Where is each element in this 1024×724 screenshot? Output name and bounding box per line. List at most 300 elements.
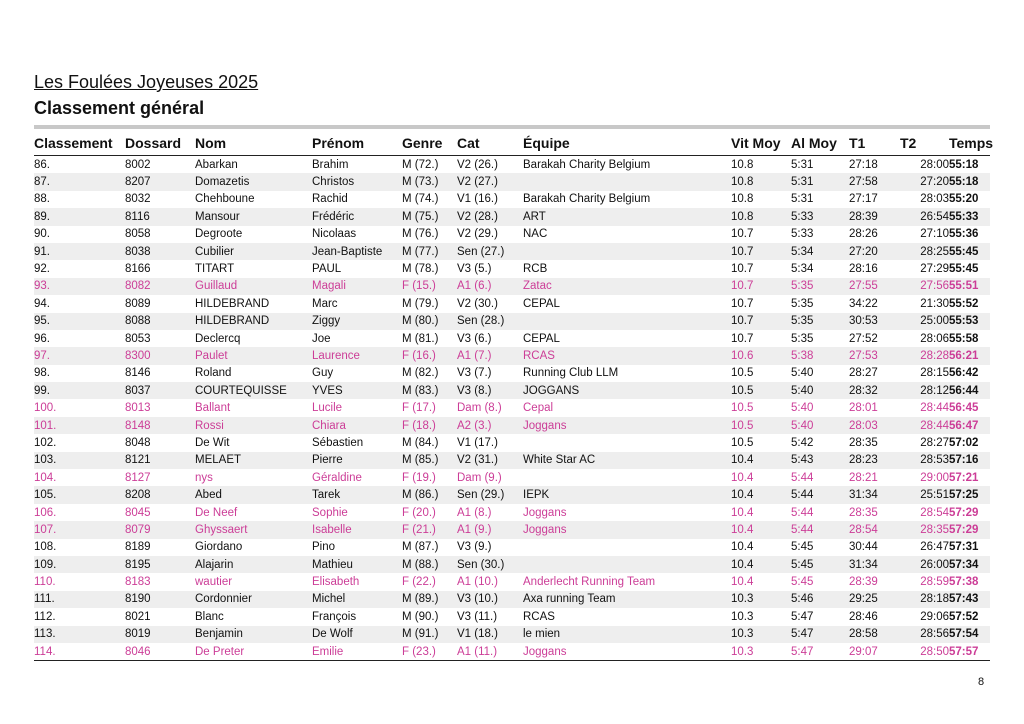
cell-t2: 28:12 [920,384,949,397]
cell-dossard: 8146 [125,367,151,380]
cell-prenom: PAUL [312,263,342,276]
cell-prenom: Laurence [312,349,360,362]
cell-t2: 28:00 [920,158,949,171]
cell-dossard: 8002 [125,158,151,171]
cell-prenom: YVES [312,384,343,397]
table-row [34,313,990,330]
cell-genre: M (91.) [402,628,439,641]
cell-prenom: Sébastien [312,436,364,449]
cell-prenom: Brahim [312,158,349,171]
cell-genre: M (86.) [402,489,439,502]
cell-cat: Dam (9.) [457,471,502,484]
cell-genre: M (80.) [402,315,439,328]
table-row [34,347,990,364]
cell-classement: 105. [34,489,57,502]
cell-cat: A1 (6.) [457,280,492,293]
table-row [34,382,990,399]
cell-classement: 110. [34,576,56,589]
cell-al-moy: 5:43 [791,454,814,467]
cell-vit-moy: 10.8 [731,193,754,206]
cell-equipe: RCAS [523,349,555,362]
cell-vit-moy: 10.5 [731,419,754,432]
cell-dossard: 8208 [125,489,151,502]
cell-genre: M (78.) [402,263,439,276]
cell-cat: Sen (28.) [457,315,505,328]
cell-t2: 25:00 [920,315,949,328]
cell-dossard: 8058 [125,228,151,241]
table-row [34,226,990,243]
cell-cat: A1 (7.) [457,349,492,362]
cell-classement: 96. [34,332,50,345]
cell-t2: 29:00 [920,471,949,484]
cell-t1: 27:55 [849,280,878,293]
table-row [34,539,990,556]
cell-cat: V2 (27.) [457,176,498,189]
cell-temps: 55:33 [949,210,979,223]
cell-dossard: 8190 [125,593,151,606]
cell-prenom: Tarek [312,489,341,502]
cell-t1: 28:03 [849,419,878,432]
col-header-temps: Temps [949,131,990,156]
results-table [34,131,994,661]
cell-equipe [523,243,731,260]
cell-t2: 28:25 [920,245,949,258]
cell-genre: M (90.) [402,610,439,623]
cell-equipe: Joggans [523,643,731,661]
cell-temps: 55:36 [949,228,979,241]
table-header [34,131,994,156]
cell-vit-moy: 10.5 [731,384,754,397]
cell-classement: 100. [34,402,57,415]
cell-genre: M (89.) [402,593,439,606]
cell-classement: 112. [34,610,56,623]
cell-t1: 29:07 [849,643,900,661]
cell-nom: Roland [195,367,232,380]
cell-vit-moy: 10.7 [731,297,754,310]
cell-cat: V2 (26.) [457,158,498,171]
table-row [34,173,990,190]
cell-equipe: ART [523,210,546,223]
table-row [34,486,990,503]
cell-nom: De Neef [195,506,238,519]
cell-temps: 55:45 [949,245,979,258]
cell-t1: 27:18 [849,158,878,171]
cell-classement: 91. [34,245,50,258]
cell-t1: 28:35 [849,436,878,449]
table-row [34,573,990,590]
cell-equipe: IEPK [523,489,550,502]
cell-t2: 28:56 [920,628,949,641]
cell-t2: 28:15 [920,367,949,380]
cell-dossard: 8037 [125,384,151,397]
cell-dossard: 8116 [125,210,150,223]
cell-t1: 28:39 [849,210,878,223]
cell-genre: M (75.) [402,210,439,223]
cell-cat: V3 (11.) [457,610,498,623]
cell-al-moy: 5:44 [791,471,814,484]
cell-dossard: 8045 [125,506,151,519]
cell-nom: COURTEQUISSE [195,384,287,397]
cell-t2: 28:54 [920,506,949,519]
cell-equipe: Zatac [523,280,552,293]
cell-equipe: Barakah Charity Belgium [523,158,651,171]
cell-equipe: NAC [523,228,548,241]
cell-t2: 27:29 [920,263,949,276]
cell-temps: 57:29 [949,506,979,519]
cell-cat: A2 (3.) [457,419,492,432]
col-header-classement: Classement [34,131,125,156]
cell-genre: M (74.) [402,193,439,206]
cell-prenom: Sophie [312,506,348,519]
cell-vit-moy: 10.8 [731,176,754,189]
cell-t1: 28:35 [849,506,878,519]
cell-classement: 97. [34,349,50,362]
cell-temps: 57:21 [949,471,979,484]
cell-t1: 28:26 [849,228,878,241]
cell-dossard: 8089 [125,297,151,310]
cell-al-moy: 5:47 [791,610,814,623]
table-row [34,521,990,538]
cell-cat: V3 (5.) [457,263,492,276]
cell-cat: V1 (17.) [457,436,498,449]
cell-t2: 26:54 [920,210,949,223]
cell-vit-moy: 10.3 [731,628,754,641]
cell-prenom: Guy [312,367,334,380]
cell-genre: F (21.) [402,523,436,536]
cell-genre: F (22.) [402,576,436,589]
cell-al-moy: 5:35 [791,315,814,328]
cell-nom: Cubilier [195,245,234,258]
cell-prenom: Lucile [312,402,343,415]
cell-t2: 28:27 [920,436,949,449]
cell-al-moy: 5:44 [791,489,814,502]
cell-t1: 28:01 [849,402,878,415]
cell-vit-moy: 10.4 [731,471,754,484]
cell-t2: 26:47 [920,541,949,554]
cell-dossard: 8046 [125,643,195,661]
cell-nom: Paulet [195,349,228,362]
cell-classement: 87. [34,176,50,189]
cell-prenom: Christos [312,176,355,189]
cell-genre: F (17.) [402,402,436,415]
cell-prenom: François [312,610,357,623]
cell-al-moy: 5:40 [791,419,814,432]
cell-classement: 99. [34,384,50,397]
cell-dossard: 8013 [125,402,151,415]
cell-classement: 107. [34,523,57,536]
cell-equipe: CEPAL [523,332,560,345]
table-row [34,608,990,625]
cell-genre: M (88.) [402,558,439,571]
cell-al-moy: 5:47 [791,643,849,661]
cell-t1: 31:34 [849,558,878,571]
cell-nom: nys [195,471,213,484]
cell-genre: F (23.) [402,643,457,661]
cell-t2: 28:53 [920,454,949,467]
cell-nom: Abed [195,489,222,502]
cell-dossard: 8127 [125,471,151,484]
col-header-prenom: Prénom [312,131,402,156]
cell-al-moy: 5:33 [791,228,814,241]
cell-t2: 29:06 [920,610,949,623]
cell-cat: V2 (29.) [457,228,498,241]
cell-temps: 56:45 [949,402,979,415]
cell-temps: 57:34 [949,558,979,571]
cell-al-moy: 5:40 [791,402,814,415]
cell-temps: 57:16 [949,454,979,467]
cell-classement: 86. [34,158,50,171]
table-row [34,156,990,174]
cell-classement: 114. [34,643,125,661]
cell-equipe [523,434,731,451]
cell-genre: M (83.) [402,384,439,397]
cell-temps: 56:44 [949,384,979,397]
cell-classement: 90. [34,228,50,241]
cell-al-moy: 5:38 [791,349,814,362]
cell-nom: Chehboune [195,193,255,206]
cell-cat: V1 (18.) [457,628,498,641]
cell-temps: 57:52 [949,610,979,623]
cell-equipe: le mien [523,628,561,641]
cell-genre: F (19.) [402,471,436,484]
cell-genre: M (82.) [402,367,439,380]
table-row [34,260,990,277]
cell-t2: 26:00 [920,558,949,571]
cell-al-moy: 5:31 [791,176,814,189]
cell-al-moy: 5:40 [791,367,814,380]
document-subtitle: Classement général [34,98,205,118]
cell-vit-moy: 10.3 [731,643,791,661]
cell-t2: 28:28 [920,349,949,362]
cell-temps: 57:43 [949,593,979,606]
cell-prenom: Emilie [312,643,402,661]
col-header-al-moy: Al Moy [791,131,849,156]
cell-dossard: 8032 [125,193,151,206]
cell-classement: 104. [34,471,57,484]
cell-al-moy: 5:44 [791,506,814,519]
cell-temps: 56:42 [949,367,979,380]
table-row [34,330,990,347]
cell-t1: 30:53 [849,315,878,328]
cell-nom: wautier [195,576,233,589]
cell-classement: 92. [34,263,50,276]
cell-classement: 98. [34,367,50,380]
col-header-equipe: Équipe [523,131,731,156]
cell-al-moy: 5:31 [791,193,814,206]
cell-vit-moy: 10.7 [731,263,754,276]
cell-nom: HILDEBRAND [195,315,270,328]
cell-dossard: 8088 [125,315,151,328]
cell-classement: 106. [34,506,57,519]
cell-equipe [523,313,731,330]
cell-t1: 27:20 [849,245,878,258]
cell-vit-moy: 10.7 [731,228,754,241]
cell-equipe: Running Club LLM [523,367,619,380]
cell-equipe: Joggans [523,523,567,536]
table-row [34,365,990,382]
cell-t2: 25:51 [920,489,949,502]
col-header-dossard: Dossard [125,131,195,156]
cell-equipe: JOGGANS [523,384,580,397]
cell-equipe [523,173,731,190]
col-header-vit-moy: Vit Moy [731,131,791,156]
cell-dossard: 8121 [125,454,151,467]
cell-dossard: 8195 [125,558,151,571]
cell-al-moy: 5:34 [791,245,814,258]
cell-al-moy: 5:47 [791,628,814,641]
cell-vit-moy: 10.4 [731,489,754,502]
cell-genre: M (73.) [402,176,439,189]
cell-classement: 108. [34,541,57,554]
table-body [34,156,990,661]
cell-vit-moy: 10.7 [731,245,754,258]
cell-t1: 28:23 [849,454,878,467]
cell-t2: 21:30 [920,297,949,310]
cell-al-moy: 5:35 [791,297,814,310]
cell-prenom: Nicolaas [312,228,357,241]
cell-temps: 55:20 [949,193,979,206]
table-row [34,191,990,208]
cell-temps: 55:52 [949,297,979,310]
table-row [34,243,990,260]
cell-cat: Sen (30.) [457,558,505,571]
cell-t1: 27:52 [849,332,878,345]
cell-vit-moy: 10.7 [731,332,754,345]
cell-genre: M (79.) [402,297,439,310]
cell-genre: M (84.) [402,436,439,449]
cell-classement: 109. [34,558,57,571]
cell-t2: 27:20 [920,176,949,189]
cell-t1: 27:53 [849,349,878,362]
cell-t1: 27:17 [849,193,878,206]
cell-nom: Benjamin [195,628,243,641]
cell-t1: 28:54 [849,523,878,536]
cell-classement: 101. [34,419,57,432]
cell-nom: MELAET [195,454,242,467]
table-row [34,208,990,225]
cell-cat: V2 (28.) [457,210,498,223]
cell-t1: 28:39 [849,576,878,589]
cell-genre: F (18.) [402,419,436,432]
cell-dossard: 8189 [125,541,151,554]
cell-prenom: Ziggy [312,315,341,328]
cell-temps: 57:54 [949,628,979,641]
table-row [34,295,990,312]
cell-temps: 57:38 [949,576,979,589]
cell-equipe [523,469,731,486]
cell-vit-moy: 10.3 [731,593,754,606]
cell-al-moy: 5:46 [791,593,814,606]
cell-t2: 28:35 [920,523,949,536]
cell-cat: V3 (6.) [457,332,492,345]
cell-cat: V3 (8.) [457,384,492,397]
cell-t1: 27:58 [849,176,878,189]
cell-nom: Ballant [195,402,231,415]
col-header-t2: T2 [900,131,949,156]
cell-dossard: 8207 [125,176,151,189]
cell-t1: 30:44 [849,541,878,554]
cell-al-moy: 5:45 [791,558,814,571]
cell-nom: HILDEBRAND [195,297,270,310]
col-header-t1: T1 [849,131,900,156]
cell-nom: Declercq [195,332,241,345]
cell-prenom: Mathieu [312,558,353,571]
cell-prenom: Michel [312,593,346,606]
cell-al-moy: 5:31 [791,158,814,171]
cell-prenom: Pino [312,541,336,554]
cell-cat: V2 (30.) [457,297,498,310]
cell-classement: 111. [34,593,55,606]
cell-al-moy: 5:40 [791,384,814,397]
cell-classement: 103. [34,454,57,467]
table-row [34,278,990,295]
col-header-cat: Cat [457,131,523,156]
cell-cat: V3 (10.) [457,593,498,606]
cell-prenom: Isabelle [312,523,352,536]
cell-temps: 56:47 [949,419,979,432]
cell-t2: 28:59 [920,576,949,589]
cell-nom: Alajarin [195,558,234,571]
cell-t1: 28:32 [849,384,878,397]
cell-t2: 28:44 [920,402,949,415]
cell-temps: 55:45 [949,263,979,276]
cell-t2: 28:18 [920,593,949,606]
cell-vit-moy: 10.4 [731,576,754,589]
table-row [34,399,990,416]
cell-equipe: White Star AC [523,454,596,467]
cell-classement: 89. [34,210,50,223]
cell-nom: Mansour [195,210,240,223]
cell-t2: 27:56 [920,280,949,293]
cell-classement: 93. [34,280,50,293]
cell-al-moy: 5:35 [791,332,814,345]
cell-nom: Giordano [195,541,243,554]
cell-equipe [523,556,731,573]
col-header-nom: Nom [195,131,312,156]
cell-equipe: RCB [523,263,548,276]
cell-t1: 28:58 [849,628,878,641]
table-row [34,469,990,486]
col-header-genre: Genre [402,131,457,156]
cell-t1: 28:16 [849,263,878,276]
cell-prenom: Chiara [312,419,346,432]
cell-equipe: Joggans [523,506,567,519]
header-row [34,131,990,156]
cell-al-moy: 5:35 [791,280,814,293]
cell-equipe: CEPAL [523,297,560,310]
cell-dossard: 8082 [125,280,151,293]
table-row [34,504,990,521]
cell-dossard: 8053 [125,332,151,345]
cell-nom: Ghyssaert [195,523,248,536]
cell-nom: Domazetis [195,176,250,189]
cell-dossard: 8021 [125,610,151,623]
cell-al-moy: 5:42 [791,436,814,449]
cell-classement: 102. [34,436,57,449]
cell-vit-moy: 10.4 [731,523,754,536]
cell-nom: Guillaud [195,280,238,293]
cell-t2: 28:50 [900,643,949,661]
table-row [34,452,990,469]
cell-dossard: 8019 [125,628,151,641]
cell-cat: A1 (11.) [457,643,523,661]
table-row [34,626,990,643]
cell-genre: M (87.) [402,541,439,554]
cell-dossard: 8079 [125,523,151,536]
cell-vit-moy: 10.5 [731,436,754,449]
cell-t2: 28:03 [920,193,949,206]
cell-t1: 28:27 [849,367,878,380]
